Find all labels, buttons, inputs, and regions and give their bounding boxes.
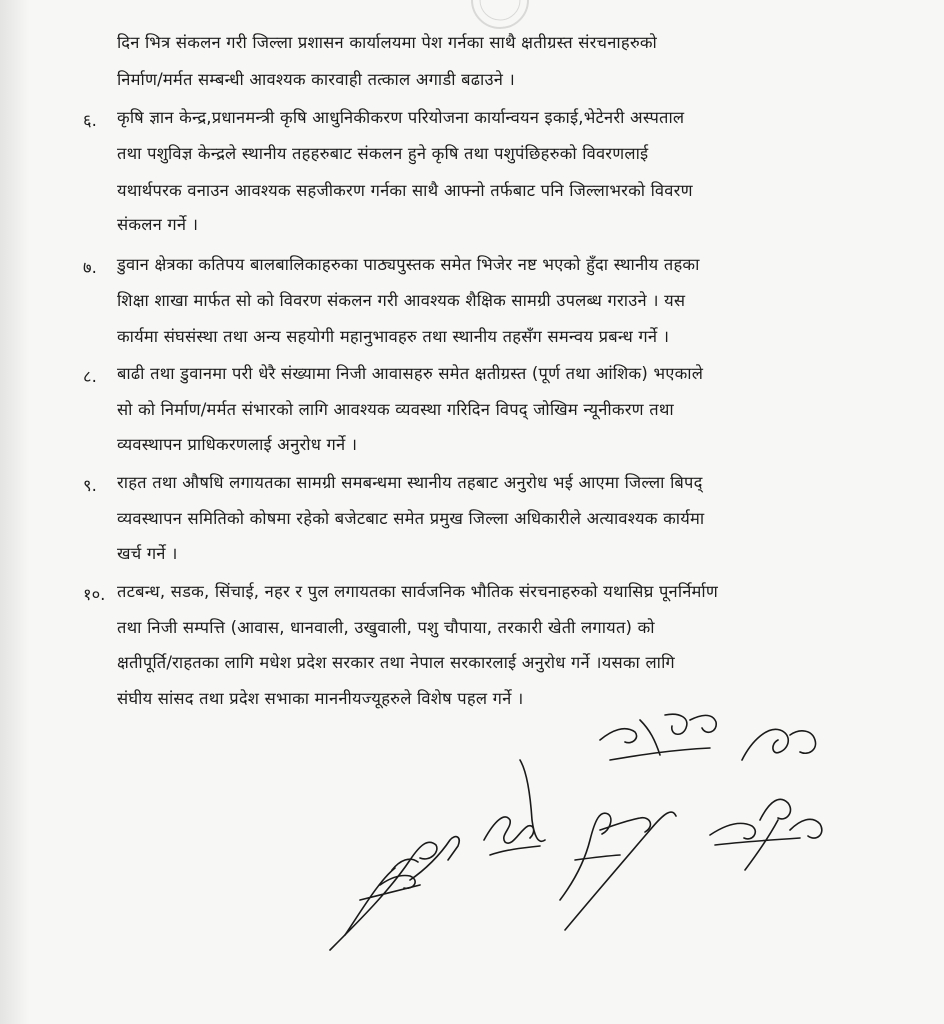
item-10-line-2: तथा निजी सम्पत्ति (आवास, धानवाली, उखुवाली, पशु चौपाया, तरकारी खेती लगायत) को	[117, 618, 655, 637]
item-number-9: ९.	[83, 476, 97, 495]
item-6-line-1: कृषि ज्ञान केन्द्र,प्रधानमन्त्री कृषि आधुनिकीकरण परियोजना कार्यान्वयन इकाई,भेटेनरी अस्पताल	[117, 108, 685, 127]
item-number-7: ७.	[83, 258, 97, 277]
para-5-line-2: निर्माण/मर्मत सम्बन्धी आवश्यक कारवाही तत्काल अगाडी बढाउने ।	[117, 70, 516, 89]
item-10-line-4: संघीय सांसद तथा प्रदेश सभाका माननीयज्यूहरुले विशेष पहल गर्ने ।	[117, 689, 524, 708]
para-5-line-1: दिन भित्र संकलन गरी जिल्ला प्रशासन कार्यालयमा पेश गर्नका साथै क्षतीग्रस्त संरचनाहरुको	[117, 33, 658, 52]
item-number-6: ६.	[83, 111, 97, 130]
item-number-8: ८.	[83, 367, 97, 386]
item-8-line-2: सो को निर्माण/मर्मत संभारको लागि आवश्यक व्यवस्था गरिदिन विपद् जोखिम न्यूनीकरण तथा	[117, 400, 674, 419]
item-7-line-1: डुवान क्षेत्रका कतिपय बालबालिकाहरुका पाठ्यपुस्तक समेत भिजेर नष्ट भएको हुँदा स्थानीय तहका	[117, 255, 700, 274]
item-6-line-4: संकलन गर्ने ।	[117, 215, 199, 234]
item-7-line-2: शिक्षा शाखा मार्फत सो को विवरण संकलन गरी आवश्यक शैक्षिक सामग्री उपलब्ध गराउने । यस	[117, 291, 686, 310]
item-9-line-2: व्यवस्थापन समितिको कोषमा रहेको बजेटबाट समेत प्रमुख जिल्ला अधिकारीले अत्यावश्यक कार्यमा	[117, 509, 705, 528]
item-10-line-1: तटबन्ध, सडक, सिंचाई, नहर र पुल लगायतका सार्वजनिक भौतिक संरचनाहरुको यथासिघ्र पूनर्निर्माण	[117, 582, 719, 601]
item-7-line-3: कार्यमा संघसंस्था तथा अन्य सहयोगी महानुभावहरु तथा स्थानीय तहसँग समन्वय प्रबन्ध गर्ने ।	[117, 327, 670, 346]
item-10-line-3: क्षतीपूर्ति/राहतका लागि मधेश प्रदेश सरकार तथा नेपाल सरकारलाई अनुरोध गर्ने ।यसका लागि	[117, 653, 675, 672]
item-6-line-3: यथार्थपरक वनाउन आवश्यक सहजीकरण गर्नका साथै आफ्नो तर्फबाट पनि जिल्लाभरको विवरण	[117, 181, 693, 200]
item-number-10: १०.	[83, 585, 106, 604]
item-9-line-3: खर्च गर्ने ।	[117, 544, 178, 563]
item-6-line-2: तथा पशुविज्ञ केन्द्रले स्थानीय तहहरुबाट संकलन हुने कृषि तथा पशुपंछिहरुको विवरणलाई	[117, 144, 649, 163]
item-8-line-1: बाढी तथा डुवानमा परी धेरै संख्यामा निजी आवासहरु समेत क्षतीग्रस्त (पूर्ण तथा आंशिक) भएकाले	[117, 364, 704, 383]
item-8-line-3: व्यवस्थापन प्राधिकरणलाई अनुरोध गर्ने ।	[117, 435, 358, 454]
item-9-line-1: राहत तथा औषधि लगायतका सामग्री समबन्धमा स्थानीय तहबाट अनुरोध भई आएमा जिल्ला बिपद्	[117, 473, 703, 492]
